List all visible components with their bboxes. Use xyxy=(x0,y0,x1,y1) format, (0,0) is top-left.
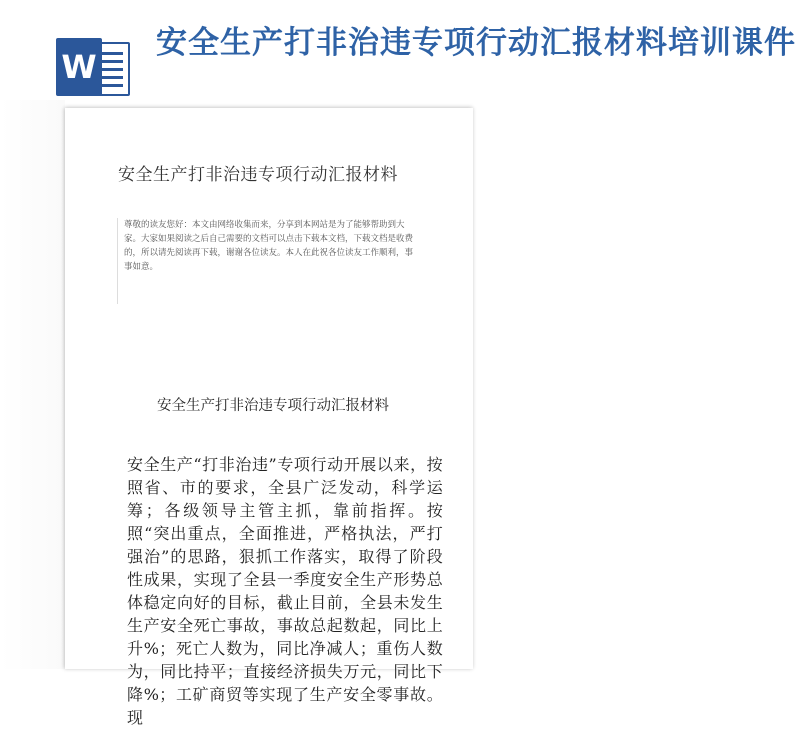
banner-title: 安全生产打非治违专项行动汇报材料培训课件 xyxy=(156,25,796,61)
document-page xyxy=(65,108,473,727)
word-icon-letter: W xyxy=(56,38,102,96)
subtitle-text: 安全生产打非治违专项行动汇报材料 xyxy=(157,398,389,414)
document-subtitle xyxy=(127,394,427,418)
document-body: 安全生产“打非治违”专项行动开展以来，按照省、市的要求，全县广泛发动，科学运筹；各级领导主管主抓，靠前指挥。按照“突出重点，全面推进，严格执法，严打强治”的思路，狠抓工作落实，取得了阶段性成果，实现了全县一季度安全生产形势总体稳定向好的目标，截止目前，全县未发生生产安全死亡事故，事故总起数起，同比上升%；死亡人数为，同比净减人；重伤人数为，同比持平；直接经济损失万元，同比下降%；工矿商贸等实现了生产安全零事故。现 xyxy=(127,455,443,727)
background-margin xyxy=(0,100,65,669)
document-title: 安全生产打非治违专项行动汇报材料 xyxy=(118,165,398,185)
reader-notice: 尊敬的读友您好：本文由网络收集而来，分享到本网站是为了能够帮助到大家。大家如果阅读之后自己需要的文档可以点击下载本文档，下载文档是收费的，所以请先阅读再下载，谢谢各位读友。本人在此祝各位读友工作顺利，事事如意。 xyxy=(117,218,421,304)
word-document-icon xyxy=(56,38,128,96)
banner xyxy=(0,0,796,100)
